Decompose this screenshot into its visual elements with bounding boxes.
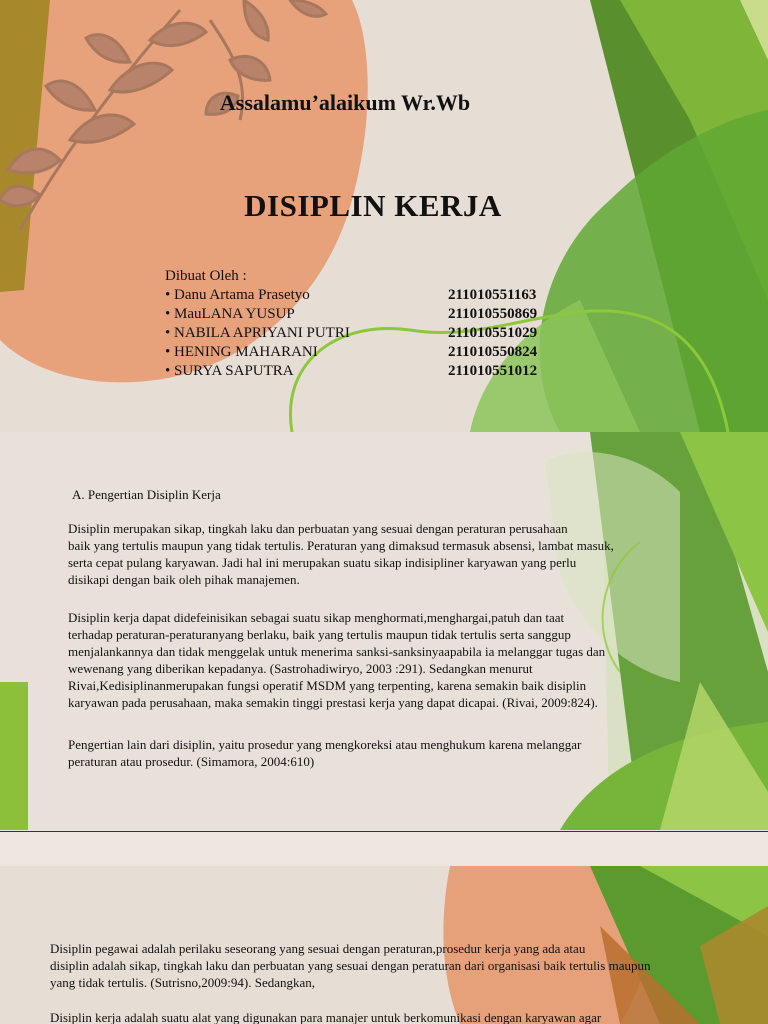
member-name: • HENING MAHARANI bbox=[165, 344, 318, 360]
paragraph-line: menjalankannya dan tidak menggelak untuk menerima sanksi-sanksinyaapabila ia melanggar tugas dan bbox=[68, 644, 606, 659]
slide-definition bbox=[0, 432, 768, 830]
paragraph-line: Rivai,Kedisiplinanmerupakan fungsi operatif MSDM yang terpenting, karena semakin baik disiplin bbox=[68, 678, 587, 693]
member-name: • MauLANA YUSUP bbox=[165, 306, 295, 322]
section-heading: A. Pengertian Disiplin Kerja bbox=[72, 487, 221, 502]
paragraph-line: karyawan pada perusahaan, maka semakin tinggi prestasi kerja yang dapat dicapai. (Rivai, 2009:824). bbox=[68, 695, 598, 710]
member-nim: 211010551029 bbox=[448, 325, 538, 341]
paragraph-line: Disiplin merupakan sikap, tingkah laku dan perbuatan yang sesuai dengan peraturan perusahaan bbox=[68, 521, 568, 536]
page-title: DISIPLIN KERJA bbox=[244, 188, 502, 223]
paragraph-line: wewenang yang diberikan kepadanya. (Sastrohadiwiryo, 2003 :291). Sedangkan menurut bbox=[68, 661, 533, 676]
member-name: • Danu Artama Prasetyo bbox=[165, 287, 310, 303]
slide-divider bbox=[0, 831, 768, 832]
slide-continuation bbox=[0, 866, 768, 1024]
paragraph-line: disiplin adalah sikap, tingkah laku dan perbuatan yang sesuai dengan peraturan dari organisasi baik tertulis maupun bbox=[50, 958, 651, 973]
paragraph-line: yang tidak tertulis. (Sutrisno,2009:94). Sedangkan, bbox=[50, 975, 316, 990]
credit-label: Dibuat Oleh : bbox=[165, 268, 247, 284]
member-name: • NABILA APRIYANI PUTRI bbox=[165, 325, 350, 341]
paragraph-line: disikapi dengan baik oleh pihak manajemen. bbox=[68, 572, 300, 587]
slide-title bbox=[0, 0, 768, 432]
paragraph-line: Disiplin kerja dapat didefeinisikan sebagai suatu sikap menghormati,menghargai,patuh dan taat bbox=[68, 610, 565, 625]
member-nim: 211010550869 bbox=[448, 306, 538, 322]
member-nim: 211010551012 bbox=[448, 363, 538, 379]
paragraph-line: Disiplin kerja adalah suatu alat yang digunakan para manajer untuk berkomunikasi dengan karyawan agar bbox=[50, 1010, 602, 1024]
member-name: • SURYA SAPUTRA bbox=[165, 363, 294, 379]
greeting: Assalamu’alaikum Wr.Wb bbox=[219, 90, 471, 115]
paragraph-line: serta cepat pulang karyawan. Jadi hal ini merupakan suatu sikap indisipliner karyawan yang perlu bbox=[68, 555, 577, 570]
paragraph-line: terhadap peraturan-peraturanyang berlaku, baik yang tertulis maupun tidak tertulis serta sanggup bbox=[68, 627, 571, 642]
green-stripe-left bbox=[0, 682, 28, 830]
slide-gap bbox=[0, 830, 768, 866]
paragraph-line: Disiplin pegawai adalah perilaku seseorang yang sesuai dengan peraturan,prosedur kerja yang ada atau bbox=[50, 941, 586, 956]
member-nim: 211010551163 bbox=[448, 287, 537, 303]
paragraph-line: peraturan atau prosedur. (Simamora, 2004:610) bbox=[68, 754, 315, 769]
paragraph-line: baik yang tertulis maupun yang tidak tertulis. Peraturan yang dimaksud termasuk absensi, lambat masuk, bbox=[68, 538, 614, 553]
member-nim: 211010550824 bbox=[448, 344, 538, 360]
paragraph-line: Pengertian lain dari disiplin, yaitu prosedur yang mengkoreksi atau menghukum karena melanggar bbox=[68, 737, 582, 752]
